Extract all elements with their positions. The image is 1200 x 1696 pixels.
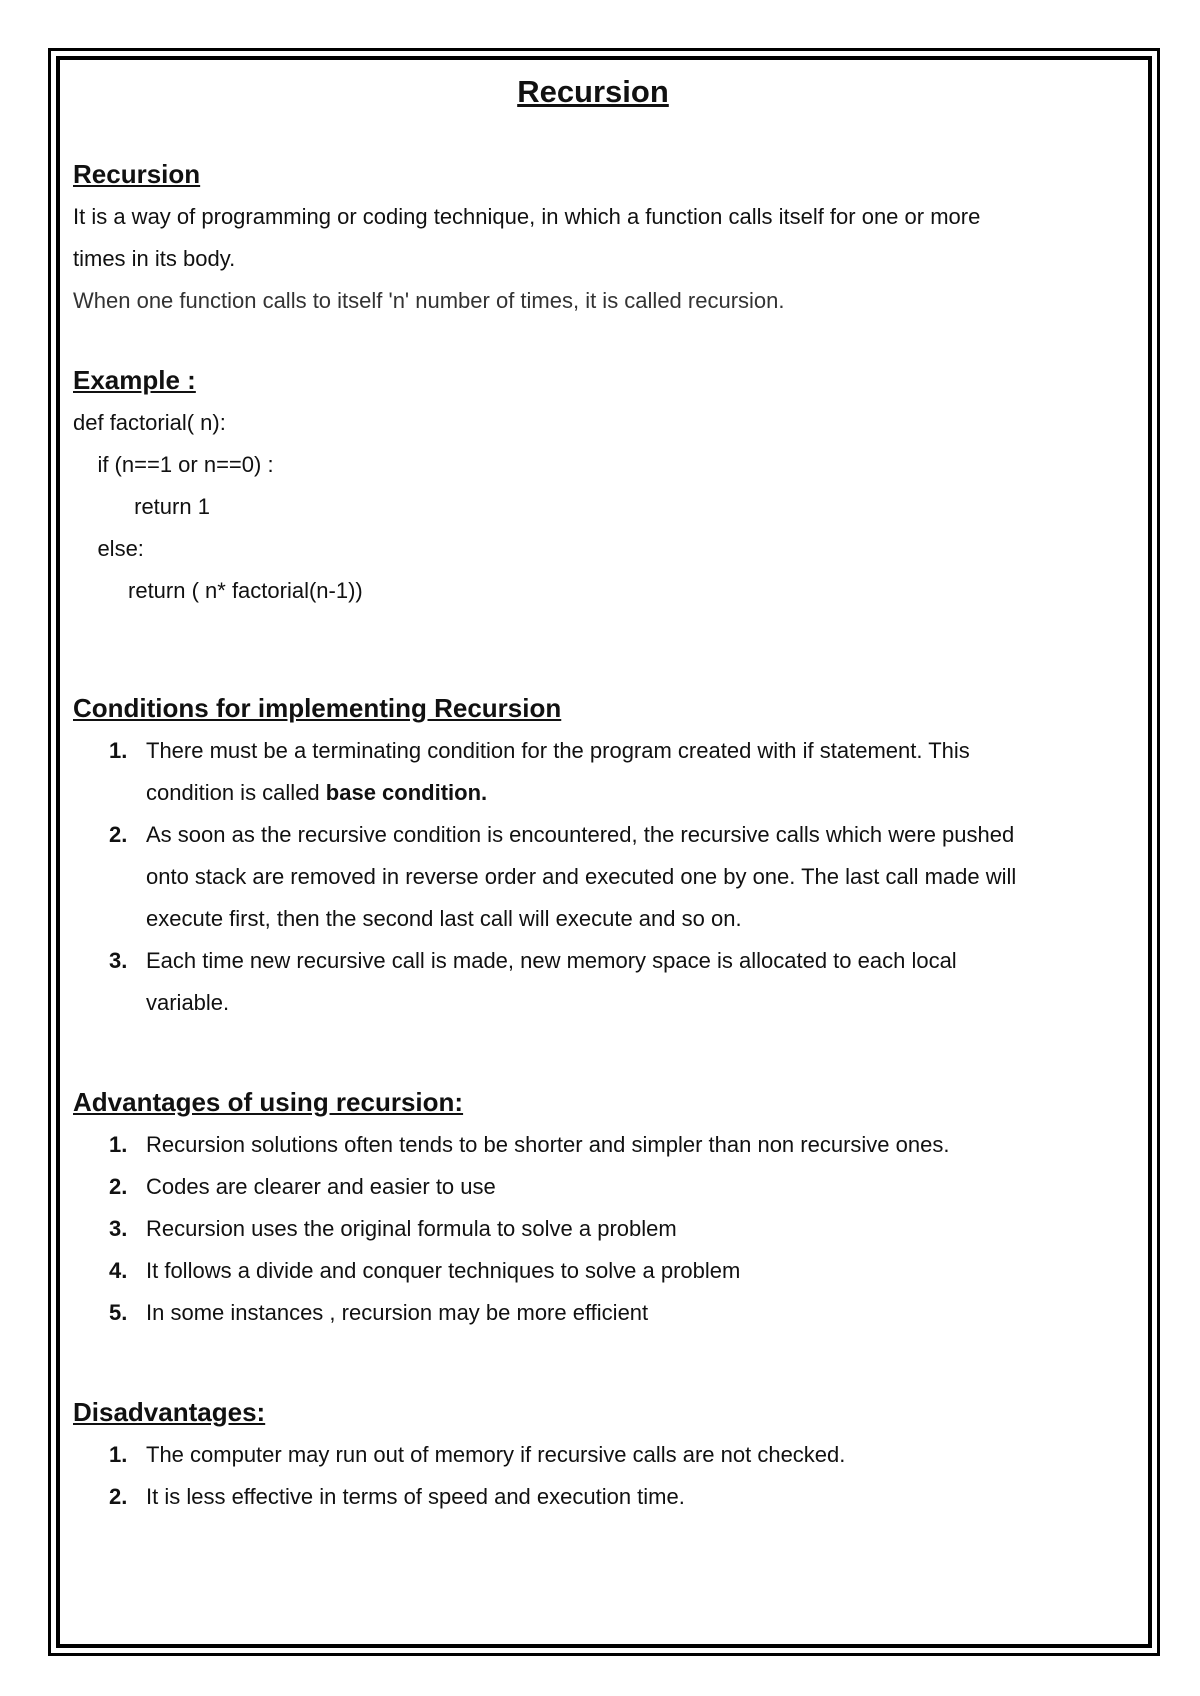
code-line: else:: [73, 536, 144, 561]
list-text: There must be a terminating condition for the program created with if statement. This: [146, 738, 970, 763]
section-conditions: [73, 688, 1113, 1024]
list-text: The computer may run out of memory if recursive calls are not checked.: [146, 1442, 846, 1467]
list-text-bold: base condition.: [325, 780, 488, 805]
list-item: [73, 730, 1113, 814]
list-number: 1.: [109, 1132, 128, 1157]
list-number: 5.: [109, 1300, 128, 1325]
document-body: [73, 70, 1113, 1518]
definition-line-1: It is a way of programming or coding technique, in which a function calls itself for one or more: [73, 204, 981, 229]
list-text: condition is called: [146, 780, 326, 805]
section-advantages: [73, 1082, 1113, 1334]
list-item: [73, 1476, 1113, 1518]
advantages-list: [73, 1124, 1113, 1334]
section-heading-recursion: Recursion: [73, 159, 201, 189]
list-item: [73, 1434, 1113, 1476]
list-number: 3.: [109, 948, 128, 973]
definition-line-3: When one function calls to itself 'n' number of times, it is called recursion.: [73, 288, 785, 313]
list-number: 3.: [109, 1216, 128, 1241]
section-heading-disadvantages: Disadvantages:: [73, 1397, 266, 1427]
section-disadvantages: [73, 1392, 1113, 1518]
list-item: [73, 1208, 1113, 1250]
list-item: [73, 1292, 1113, 1334]
list-text: execute first, then the second last call will execute and so on.: [146, 906, 742, 931]
list-number: 1.: [109, 738, 128, 763]
list-item: [73, 1124, 1113, 1166]
section-example: [73, 360, 1113, 612]
disadvantages-list: [73, 1434, 1113, 1518]
list-text: onto stack are removed in reverse order and executed one by one. The last call made will: [146, 864, 1017, 889]
conditions-list: [73, 730, 1113, 1024]
section-heading-advantages: Advantages of using recursion:: [73, 1087, 464, 1117]
list-text: Recursion uses the original formula to solve a problem: [146, 1216, 677, 1241]
list-text: In some instances , recursion may be more efficient: [146, 1300, 649, 1325]
list-text: variable.: [146, 990, 230, 1015]
list-number: 2.: [109, 1484, 128, 1509]
list-item: [73, 814, 1113, 940]
list-text: As soon as the recursive condition is encountered, the recursive calls which were pushed: [146, 822, 1015, 847]
list-item: [73, 1166, 1113, 1208]
document-title: Recursion: [517, 74, 669, 109]
list-item: [73, 940, 1113, 1024]
list-number: 2.: [109, 1174, 128, 1199]
definition-line-2: times in its body.: [73, 246, 236, 271]
list-text: It follows a divide and conquer techniques to solve a problem: [146, 1258, 741, 1283]
list-number: 1.: [109, 1442, 128, 1467]
list-number: 2.: [109, 822, 128, 847]
list-number: 4.: [109, 1258, 128, 1283]
section-recursion: [73, 154, 1113, 322]
code-line: return 1: [73, 494, 210, 519]
list-text: Codes are clearer and easier to use: [146, 1174, 496, 1199]
code-line: if (n==1 or n==0) :: [73, 452, 274, 477]
list-text: Each time new recursive call is made, new memory space is allocated to each local: [146, 948, 957, 973]
section-heading-conditions: Conditions for implementing Recursion: [73, 693, 562, 723]
code-line: def factorial( n):: [73, 410, 226, 435]
list-text: Recursion solutions often tends to be shorter and simpler than non recursive ones.: [146, 1132, 950, 1157]
list-item: [73, 1250, 1113, 1292]
code-line: return ( n* factorial(n-1)): [73, 578, 363, 603]
section-heading-example: Example :: [73, 365, 196, 395]
list-text: It is less effective in terms of speed and execution time.: [146, 1484, 685, 1509]
code-block: [73, 402, 1113, 612]
